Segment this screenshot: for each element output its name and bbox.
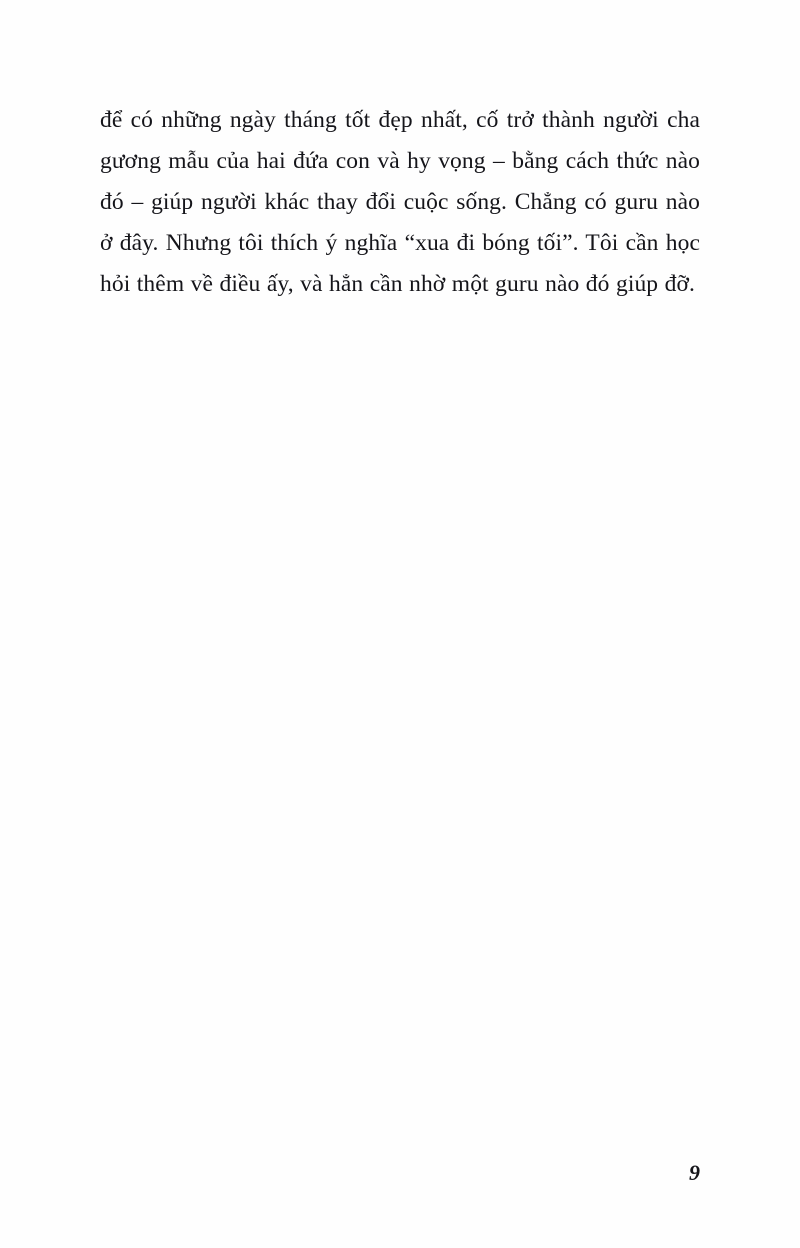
- page-number: 9: [689, 1160, 700, 1185]
- body-paragraph: để có những ngày tháng tốt đẹp nhất, cố trở thành người cha gương mẫu của hai đứa con và hy vọng – bằng cách thức nào đó – giúp người khác thay đổi cuộc sống. Chẳng có guru nào ở đây. Nhưng tôi thích ý nghĩa “xua đi bóng tối”. Tôi cần học hỏi thêm về điều ấy, và hẳn cần nhờ một guru nào đó giúp đỡ.: [100, 107, 700, 297]
- page-text-block: [100, 100, 700, 305]
